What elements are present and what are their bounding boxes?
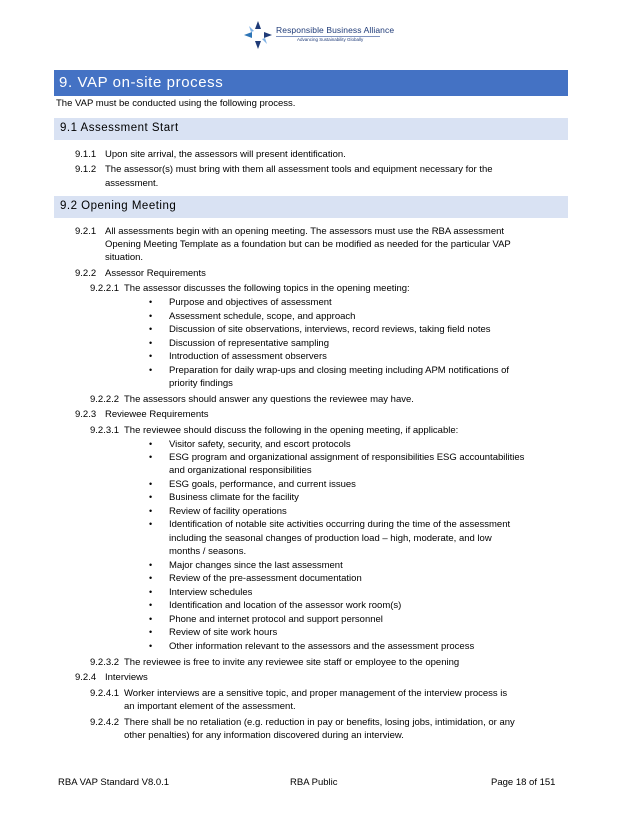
list-item: Phone and internet protocol and support personnel: [169, 614, 383, 625]
section-heading: 9. VAP on-site process: [59, 74, 224, 91]
bullet-icon: •: [149, 365, 153, 375]
rba-compass-icon: [242, 20, 274, 50]
item-text: Upon site arrival, the assessors will present identification.: [105, 149, 346, 160]
item-number: 9.2.2.2: [90, 394, 120, 405]
subsection-heading-bar: [54, 196, 568, 218]
subsection-heading: 9.1 Assessment Start: [60, 122, 179, 134]
item-number: 9.2.3.1: [90, 425, 120, 436]
item-text: Interviews: [105, 672, 148, 683]
item-text: Assessor Requirements: [105, 268, 206, 279]
list-item: priority findings: [169, 378, 233, 389]
bullet-icon: •: [149, 587, 153, 597]
item-number: 9.2.3: [75, 409, 97, 420]
list-item: including the seasonal changes of production load – high, moderate, and low: [169, 533, 492, 544]
bullet-icon: •: [149, 560, 153, 570]
list-item: Visitor safety, security, and escort protocols: [169, 439, 351, 450]
item-number: 9.2.2: [75, 268, 97, 279]
list-item: months / seasons.: [169, 546, 247, 557]
list-item: and organizational responsibilities: [169, 465, 312, 476]
logo-brand-name: Responsible Business Alliance: [276, 25, 395, 35]
list-item: Preparation for daily wrap-ups and closing meeting including APM notifications of: [169, 365, 510, 376]
item-number: 9.2.4: [75, 672, 97, 683]
bullet-icon: •: [149, 479, 153, 489]
list-item: ESG goals, performance, and current issues: [169, 479, 356, 490]
item-text: The assessor(s) must bring with them all assessment tools and equipment necessary for the: [105, 164, 493, 175]
item-text: The assessor discusses the following topics in the opening meeting:: [124, 283, 410, 294]
bullet-icon: •: [149, 311, 153, 321]
subsection-heading: 9.2 Opening Meeting: [60, 200, 177, 212]
item-text: assessment.: [105, 178, 159, 189]
item-number: 9.2.2.1: [90, 283, 120, 294]
bullet-icon: •: [149, 614, 153, 624]
item-number: 9.1.1: [75, 149, 97, 160]
bullet-icon: •: [149, 492, 153, 502]
item-text: The assessors should answer any questions the reviewee may have.: [124, 394, 414, 405]
list-item: Identification and location of the assessor work room(s): [169, 600, 402, 611]
bullet-icon: •: [149, 351, 153, 361]
section-heading-bar: [54, 70, 568, 96]
list-item: Major changes since the last assessment: [169, 560, 343, 571]
bullet-icon: •: [149, 338, 153, 348]
item-number: 9.1.2: [75, 164, 97, 175]
item-text: an important element of the assessment.: [124, 701, 296, 712]
item-text: other penalties) for any information discovered during an interview.: [124, 730, 404, 741]
bullet-icon: •: [149, 452, 153, 462]
item-number: 9.2.4.1: [90, 688, 120, 699]
bullet-icon: •: [149, 641, 153, 651]
list-item: Business climate for the facility: [169, 492, 299, 503]
bullet-icon: •: [149, 439, 153, 449]
list-item: Other information relevant to the assessors and the assessment process: [169, 641, 475, 652]
item-text: The reviewee is free to invite any reviewee site staff or employee to the opening: [124, 657, 460, 668]
section-intro: The VAP must be conducted using the following process.: [56, 98, 296, 109]
subsection-heading-bar: [54, 118, 568, 140]
bullet-icon: •: [149, 573, 153, 583]
list-item: Review of site work hours: [169, 627, 278, 638]
item-text: Reviewee Requirements: [105, 409, 209, 420]
list-item: Interview schedules: [169, 587, 253, 598]
footer-document-title: RBA VAP Standard V8.0.1: [58, 777, 170, 788]
bullet-icon: •: [149, 600, 153, 610]
list-item: ESG program and organizational assignment of responsibilities ESG accountabilities: [169, 452, 525, 463]
bullet-icon: •: [149, 627, 153, 637]
list-item: Review of the pre-assessment documentation: [169, 573, 362, 584]
logo-tagline: Advancing Sustainability Globally: [297, 37, 364, 42]
footer-classification: RBA Public: [290, 777, 338, 788]
bullet-icon: •: [149, 297, 153, 307]
bullet-icon: •: [149, 519, 153, 529]
item-number: 9.2.4.2: [90, 717, 120, 728]
list-item: Discussion of site observations, interviews, record reviews, taking field notes: [169, 324, 491, 335]
item-text: situation.: [105, 252, 144, 263]
bullet-icon: •: [149, 506, 153, 516]
item-text: Worker interviews are a sensitive topic, and proper management of the interview process is: [124, 688, 508, 699]
footer-page-number: Page 18 of 151: [491, 777, 556, 788]
item-text: All assessments begin with an opening meeting. The assessors must use the RBA assessment: [105, 226, 505, 237]
list-item: Identification of notable site activities occurring during the time of the assessment: [169, 519, 511, 530]
item-text: Opening Meeting Template as a foundation but can be modified as needed for the particular VAP: [105, 239, 511, 250]
rba-logo: [242, 20, 395, 52]
item-number: 9.2.1: [75, 226, 97, 237]
item-number: 9.2.3.2: [90, 657, 120, 668]
list-item: Introduction of assessment observers: [169, 351, 327, 362]
item-text: The reviewee should discuss the following in the opening meeting, if applicable:: [124, 425, 459, 436]
bullet-icon: •: [149, 324, 153, 334]
list-item: Review of facility operations: [169, 506, 287, 517]
list-item: Purpose and objectives of assessment: [169, 297, 332, 308]
list-item: Discussion of representative sampling: [169, 338, 329, 349]
item-text: There shall be no retaliation (e.g. reduction in pay or benefits, losing jobs, intimidation, or any: [124, 717, 515, 728]
list-item: Assessment schedule, scope, and approach: [169, 311, 356, 322]
